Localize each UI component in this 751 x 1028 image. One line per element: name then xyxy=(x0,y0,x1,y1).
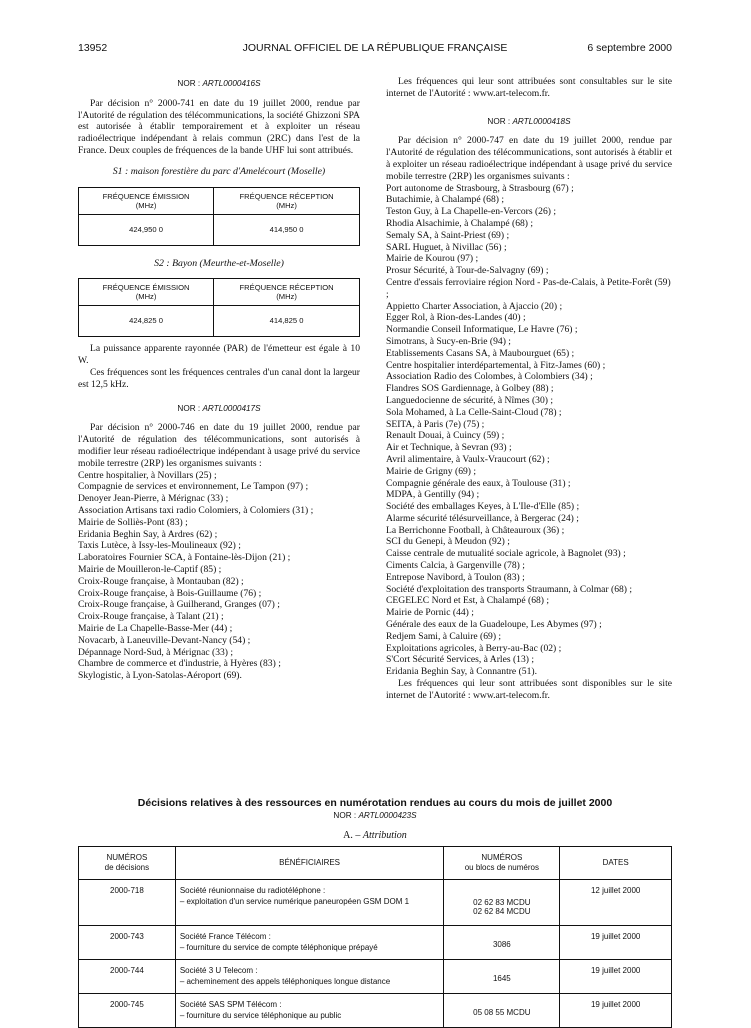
decision-number: 2000-745 xyxy=(79,994,176,1028)
list-item: Avril alimentaire, à Vaulx-Vraucourt (62) ; xyxy=(386,453,550,465)
decision-date: 12 juillet 2000 xyxy=(560,880,672,926)
list-item: Mairie de Pornic (44) ; xyxy=(386,607,474,619)
nor-reference: NOR : ARTL0000417S xyxy=(177,403,261,413)
section-title: Décisions relatives à des ressources en numérotation rendues au cours du mois de juillet 2000 xyxy=(137,797,613,809)
list-item: CEGELEC Nord et Est, à Chalampé (68) ; xyxy=(386,595,550,607)
paragraph: Les fréquences qui leur sont attribuées sont disponibles sur le site internet de l'Autorité : www.art-telecom.fr. xyxy=(386,678,672,701)
list-item: Novacarb, à Laneuville-Devant-Nancy (54) ; xyxy=(78,634,251,646)
list-item: Croix-Rouge française, à Montauban (82) ; xyxy=(78,575,244,587)
list-item: Croix-Rouge française, à Bois-Guillaume (76) ; xyxy=(78,587,262,599)
table-header: NUMÉROS de décisions xyxy=(79,847,176,880)
list-item: Exploitations agricoles, à Berry-au-Bac (02) ; xyxy=(386,642,562,654)
number-block: 1645 xyxy=(492,974,511,983)
list-item: Croix-Rouge française, à Talant (21) ; xyxy=(78,611,224,623)
decision-date: 19 juillet 2000 xyxy=(560,926,672,960)
beneficiary xyxy=(175,960,444,994)
list-item: S'Cort Sécurité Services, à Arles (13) ; xyxy=(386,654,535,666)
list-item: Croix-Rouge française, à Guilherand, Granges (07) ; xyxy=(78,599,280,611)
list-item: Prosur Sécurité, à Tour-de-Salvagny (69) ; xyxy=(386,265,549,277)
list-item: Association Radio des Colombes, à Colombiers (34) ; xyxy=(386,371,593,383)
subsection-title: A. – Attribution xyxy=(343,830,407,841)
list-item: La Berrichonne Football, à Châteauroux (36) ; xyxy=(386,524,565,536)
page-number: 13952 xyxy=(78,42,108,54)
list-item: Mairie de Grigny (69) ; xyxy=(386,465,477,477)
list-item: Appietto Charter Association, à Ajaccio (20) ; xyxy=(386,300,563,312)
list-item: Chambre de commerce et d'industrie, à Hyères (83) ; xyxy=(78,658,281,670)
number-block: 05 08 55 MCDU xyxy=(473,1008,531,1017)
beneficiary xyxy=(175,880,444,926)
number-blocks xyxy=(444,926,560,960)
decision-number: 2000-744 xyxy=(79,960,176,994)
list-item: Sola Mohamed, à La Celle-Saint-Cloud (78) ; xyxy=(386,406,562,418)
service-description: – exploitation d'un service numérique paneuropéen GSM DOM 1 xyxy=(179,897,410,906)
table-cell: 414,825 0 xyxy=(214,306,360,337)
service-description: – fourniture du service de compte téléphonique prépayé xyxy=(179,943,378,952)
decision-number: 2000-718 xyxy=(79,880,176,926)
list-item: Egger Rol, à Rion-des-Landes (40) ; xyxy=(386,312,526,324)
table-row xyxy=(79,880,672,926)
list-item: Renault Douai, à Cuincy (59) ; xyxy=(386,430,505,442)
list-item: Butachimie, à Chalampé (68) ; xyxy=(386,194,505,206)
decision-number: 2000-743 xyxy=(79,926,176,960)
paragraph: Ces fréquences sont les fréquences centrales d'un canal dont la largeur est 12,5 kHz. xyxy=(78,366,360,390)
table-header: NUMÉROS ou blocs de numéros xyxy=(444,847,560,880)
list-item: Port autonome de Strasbourg, à Strasbourg (67) ; xyxy=(386,182,574,194)
list-item: Compagnie de services et environnement, Le Tampon (97) ; xyxy=(78,481,309,493)
list-item: Mairie de Mouilleron-le-Captif (85) ; xyxy=(78,563,222,575)
frequency-table xyxy=(78,187,360,246)
list-item: Eridania Beghin Say, à Ardres (62) ; xyxy=(78,528,218,540)
table-header: FRÉQUENCE ÉMISSION (MHz) xyxy=(79,279,214,306)
number-blocks xyxy=(444,960,560,994)
list-item: Association Artisans taxi radio Colomiers, à Colomiers (31) ; xyxy=(78,504,314,516)
list-item: Compagnie générale des eaux, à Toulouse (31) ; xyxy=(386,477,571,489)
decision-date: 19 juillet 2000 xyxy=(560,994,672,1028)
list-item: Entrepose Navibord, à Toulon (83) ; xyxy=(386,571,525,583)
list-item: Denoyer Jean-Pierre, à Mérignac (33) ; xyxy=(78,493,229,505)
list-item: Société des emballages Keyes, à L'Ile-d'Elle (85) ; xyxy=(386,501,580,513)
list-item: SEITA, à Paris (7e) (75) ; xyxy=(386,418,485,430)
organisation-list xyxy=(78,470,360,682)
list-item: Etablissements Casans SA, à Maubourguet (65) ; xyxy=(386,347,575,359)
table-header: BÉNÉFICIAIRES xyxy=(175,847,444,880)
table-cell: 424,950 0 xyxy=(79,214,214,245)
list-item: Dépannage Nord-Sud, à Mérignac (33) ; xyxy=(78,646,234,658)
site-caption: S2 : Bayon (Meurthe-et-Moselle) xyxy=(154,257,284,269)
table-row xyxy=(79,926,672,960)
list-item: Air et Technique, à Sevran (93) ; xyxy=(386,442,512,454)
left-column xyxy=(78,76,360,682)
list-item: Normandie Conseil Informatique, Le Havre (76) ; xyxy=(386,324,578,336)
list-item: Mairie de Solliès-Pont (83) ; xyxy=(78,516,188,528)
journal-title: JOURNAL OFFICIEL DE LA RÉPUBLIQUE FRANÇAISE xyxy=(242,42,508,54)
list-item: Ciments Calcia, à Gargenville (78) ; xyxy=(386,560,525,572)
number-block: 02 62 83 MCDU xyxy=(473,898,531,907)
table-header: FRÉQUENCE RÉCEPTION (MHz) xyxy=(214,279,360,306)
list-item: Skylogistic, à Lyon-Satolas-Aéroport (69). xyxy=(78,670,242,682)
page-header xyxy=(78,42,672,56)
table-cell: 424,825 0 xyxy=(79,306,214,337)
decision-paragraph: Par décision n° 2000-741 en date du 19 juillet 2000, rendue par l'Autorité de régulation des télécommunications, la société Ghizzoni SPA est autorisée à établir temporairement et à exploiter un réseau radioélectrique indépendant à relais commun (2RC) dans l'est de la France. Deux couples de fréquences de la bande UHF lui sont attribués. xyxy=(78,97,360,156)
number-block: 02 62 84 MCDU xyxy=(473,907,531,916)
beneficiary-name: Société réunionnaise du radiotéléphone : xyxy=(179,886,326,895)
list-item: Centre hospitalier, à Novillars (25) ; xyxy=(78,469,217,481)
site-caption: S1 : maison forestière du parc d'Amelécourt (Moselle) xyxy=(112,165,326,177)
beneficiary-name: Société SAS SPM Télécom : xyxy=(179,1000,282,1009)
nor-reference: NOR : ARTL0000416S xyxy=(177,79,261,88)
nor-reference: NOR : ARTL0000418S xyxy=(487,116,571,126)
list-item: Semaly SA, à Saint-Priest (69) ; xyxy=(386,229,510,241)
list-item: Taxis Lutèce, à Issy-les-Moulineaux (92) ; xyxy=(78,540,241,552)
paragraph: La puissance apparente rayonnée (PAR) de l'émetteur est égale à 10 W. xyxy=(78,343,360,367)
beneficiary-name: Société France Télécom : xyxy=(179,932,271,941)
list-item: Redjem Sami, à Caluire (69) ; xyxy=(386,630,502,642)
list-item: Générale des eaux de la Guadeloupe, Les Abymes (97) ; xyxy=(386,619,602,631)
list-item: Rhodia Alsachimie, à Chalampé (68) ; xyxy=(386,217,534,229)
decision-paragraph: Par décision n° 2000-747 en date du 19 juillet 2000, rendue par l'Autorité de régulation des télécommunications, sont autorisés à établir et à exploiter un réseau radioélectrique indépendant à usage privé du service mobile terrestre (2RP) les organismes suivants : xyxy=(386,135,672,182)
decision-paragraph: Par décision n° 2000-746 en date du 19 juillet 2000, rendue par l'Autorité de régulation des télécommunications, sont autorisés à modifier leur réseau radioélectrique indépendant à usage privé du service mobile terrestre (2RP) les organismes suivants : xyxy=(78,422,360,469)
list-item: Centre hospitalier interdépartemental, à Fitz-James (60) ; xyxy=(386,359,606,371)
list-item: Simotrans, à Sucy-en-Brie (94) ; xyxy=(386,335,511,347)
organisation-list xyxy=(386,183,672,678)
table-header: FRÉQUENCE ÉMISSION (MHz) xyxy=(79,187,214,214)
numbering-table xyxy=(78,846,672,1028)
list-item: Teston Guy, à La Chapelle-en-Vercors (26) ; xyxy=(386,206,556,218)
right-column xyxy=(386,76,672,702)
frequency-table xyxy=(78,278,360,337)
list-item: Languedocienne de sécurité, à Nîmes (30) ; xyxy=(386,394,554,406)
number-blocks xyxy=(444,994,560,1028)
list-item: Alarme sécurité télésurveillance, à Bergerac (24) ; xyxy=(386,512,579,524)
decision-date: 19 juillet 2000 xyxy=(560,960,672,994)
list-item: Société d'exploitation des transports Straumann, à Colmar (68) ; xyxy=(386,583,633,595)
service-description: – acheminement des appels téléphoniques longue distance xyxy=(179,977,391,986)
issue-date: 6 septembre 2000 xyxy=(587,42,672,54)
beneficiary xyxy=(175,994,444,1028)
list-item: Laboratoires Fournier SCA, à Fontaine-lès-Dijon (21) ; xyxy=(78,552,291,564)
table-cell: 414,950 0 xyxy=(214,214,360,245)
list-item: SCI du Genepi, à Meudon (92) ; xyxy=(386,536,510,548)
number-blocks xyxy=(444,880,560,926)
nor-reference: NOR : ARTL0000423S xyxy=(333,811,417,820)
list-item: SARL Huguet, à Nivillac (56) ; xyxy=(386,241,507,253)
list-item: Centre d'essais ferroviaire région Nord - Pas-de-Calais, à Petite-Forêt (59) ; xyxy=(386,276,671,300)
beneficiary xyxy=(175,926,444,960)
number-block: 3086 xyxy=(492,940,511,949)
list-item: Eridania Beghin Say, à Connantre (51). xyxy=(386,666,537,678)
table-header: FRÉQUENCE RÉCEPTION (MHz) xyxy=(214,187,360,214)
service-description: – fourniture du service téléphonique au public xyxy=(179,1011,342,1020)
list-item: Mairie de La Chapelle-Basse-Mer (44) ; xyxy=(78,622,233,634)
list-item: MDPA, à Gentilly (94) ; xyxy=(386,489,480,501)
list-item: Flandres SOS Gardiennage, à Golbey (88) ; xyxy=(386,383,554,395)
list-item: Caisse centrale de mutualité sociale agricole, à Bagnolet (93) ; xyxy=(386,548,626,560)
table-header: DATES xyxy=(560,847,672,880)
beneficiary-name: Société 3 U Telecom : xyxy=(179,966,258,975)
paragraph: Les fréquences qui leur sont attribuées sont consultables sur le site internet de l'Autorité : www.art-telecom.fr. xyxy=(386,76,672,99)
table-row xyxy=(79,994,672,1028)
table-row xyxy=(79,960,672,994)
list-item: Mairie de Kourou (97) ; xyxy=(386,253,479,265)
